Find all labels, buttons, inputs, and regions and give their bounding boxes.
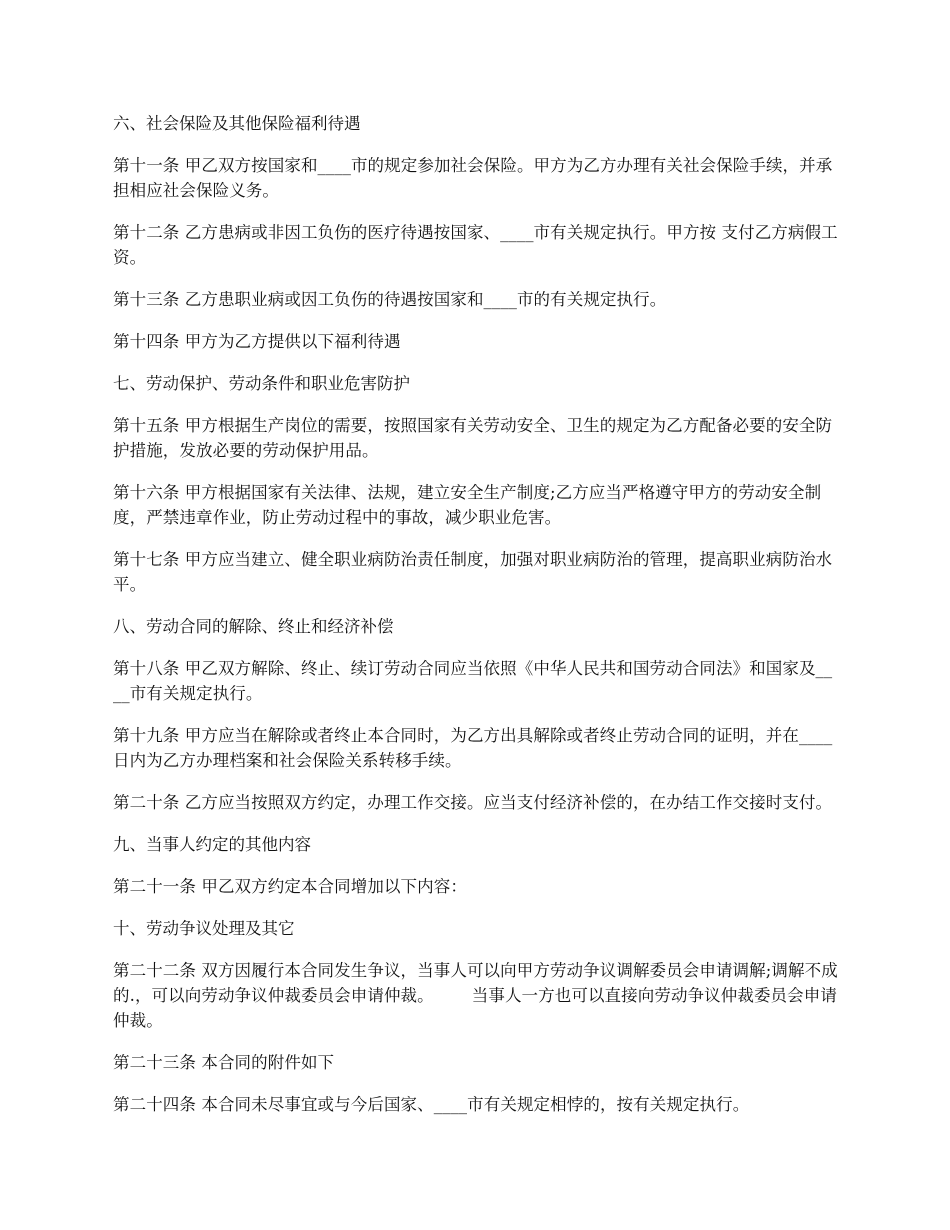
section-heading-10: 十、劳动争议处理及其它	[113, 919, 295, 938]
article-12: 第十二条 乙方患病或非因工负伤的医疗待遇按国家、____市有关规定执行。甲方按 支付乙方病假工资。	[113, 223, 838, 267]
section-heading-7: 七、劳动保护、劳动条件和职业危害防护	[113, 374, 410, 393]
article-19: 第十九条 甲方应当在解除或者终止本合同时，为乙方出具解除或者终止劳动合同的证明，并在____日内为乙方办理档案和社会保险关系转移手续。	[113, 726, 833, 770]
article-21: 第二十一条 甲乙双方约定本合同增加以下内容：	[113, 877, 467, 896]
section-heading-6: 六、社会保险及其他保险福利待遇	[113, 114, 361, 133]
article-16: 第十六条 甲方根据国家有关法律、法规，建立安全生产制度;乙方应当严格遵守甲方的劳动安全制度，严禁违章作业，防止劳动过程中的事故，减少职业危害。	[113, 483, 822, 527]
section-heading-8: 八、劳动合同的解除、终止和经济补偿	[113, 617, 394, 636]
article-18: 第十八条 甲乙双方解除、终止、续订劳动合同应当依照《中华人民共和国劳动合同法》和国家及____市有关规定执行。	[113, 659, 833, 703]
article-22	[113, 958, 840, 1033]
article-14: 第十四条 甲方为乙方提供以下福利待遇	[113, 332, 401, 351]
article-24: 第二十四条 本合同未尽事宜或与今后国家、____市有关规定相悖的，按有关规定执行。	[113, 1095, 750, 1114]
article-13: 第十三条 乙方患职业病或因工负伤的待遇按国家和____市的有关规定执行。	[113, 290, 667, 309]
article-17: 第十七条 甲方应当建立、健全职业病防治责任制度，加强对职业病防治的管理，提高职业病防治水平。	[113, 550, 833, 594]
article-22-part-a: 第二十二条 双方因履行本合同发生争议，当事人可以向甲方劳动争议调解委员会申请调解;调解不成的.，可以向劳动争议仲裁委员会申请仲裁。	[113, 961, 838, 1005]
article-20: 第二十条 乙方应当按照双方约定，办理工作交接。应当支付经济补偿的，在办结工作交接时支付。	[113, 793, 833, 812]
article-15: 第十五条 甲方根据生产岗位的需要，按照国家有关劳动安全、卫生的规定为乙方配备必要的安全防护措施，发放必要的劳动保护用品。	[113, 416, 833, 460]
section-heading-9: 九、当事人约定的其他内容	[113, 835, 311, 854]
article-22-part-b: 当事人一方也可以直接向劳动争议仲裁委员会申请仲裁。	[113, 986, 837, 1030]
article-11: 第十一条 甲乙双方按国家和____市的规定参加社会保险。甲方为乙方办理有关社会保险手续，并承担相应社会保险义务。	[113, 156, 833, 200]
article-23: 第二十三条 本合同的附件如下	[113, 1053, 335, 1072]
